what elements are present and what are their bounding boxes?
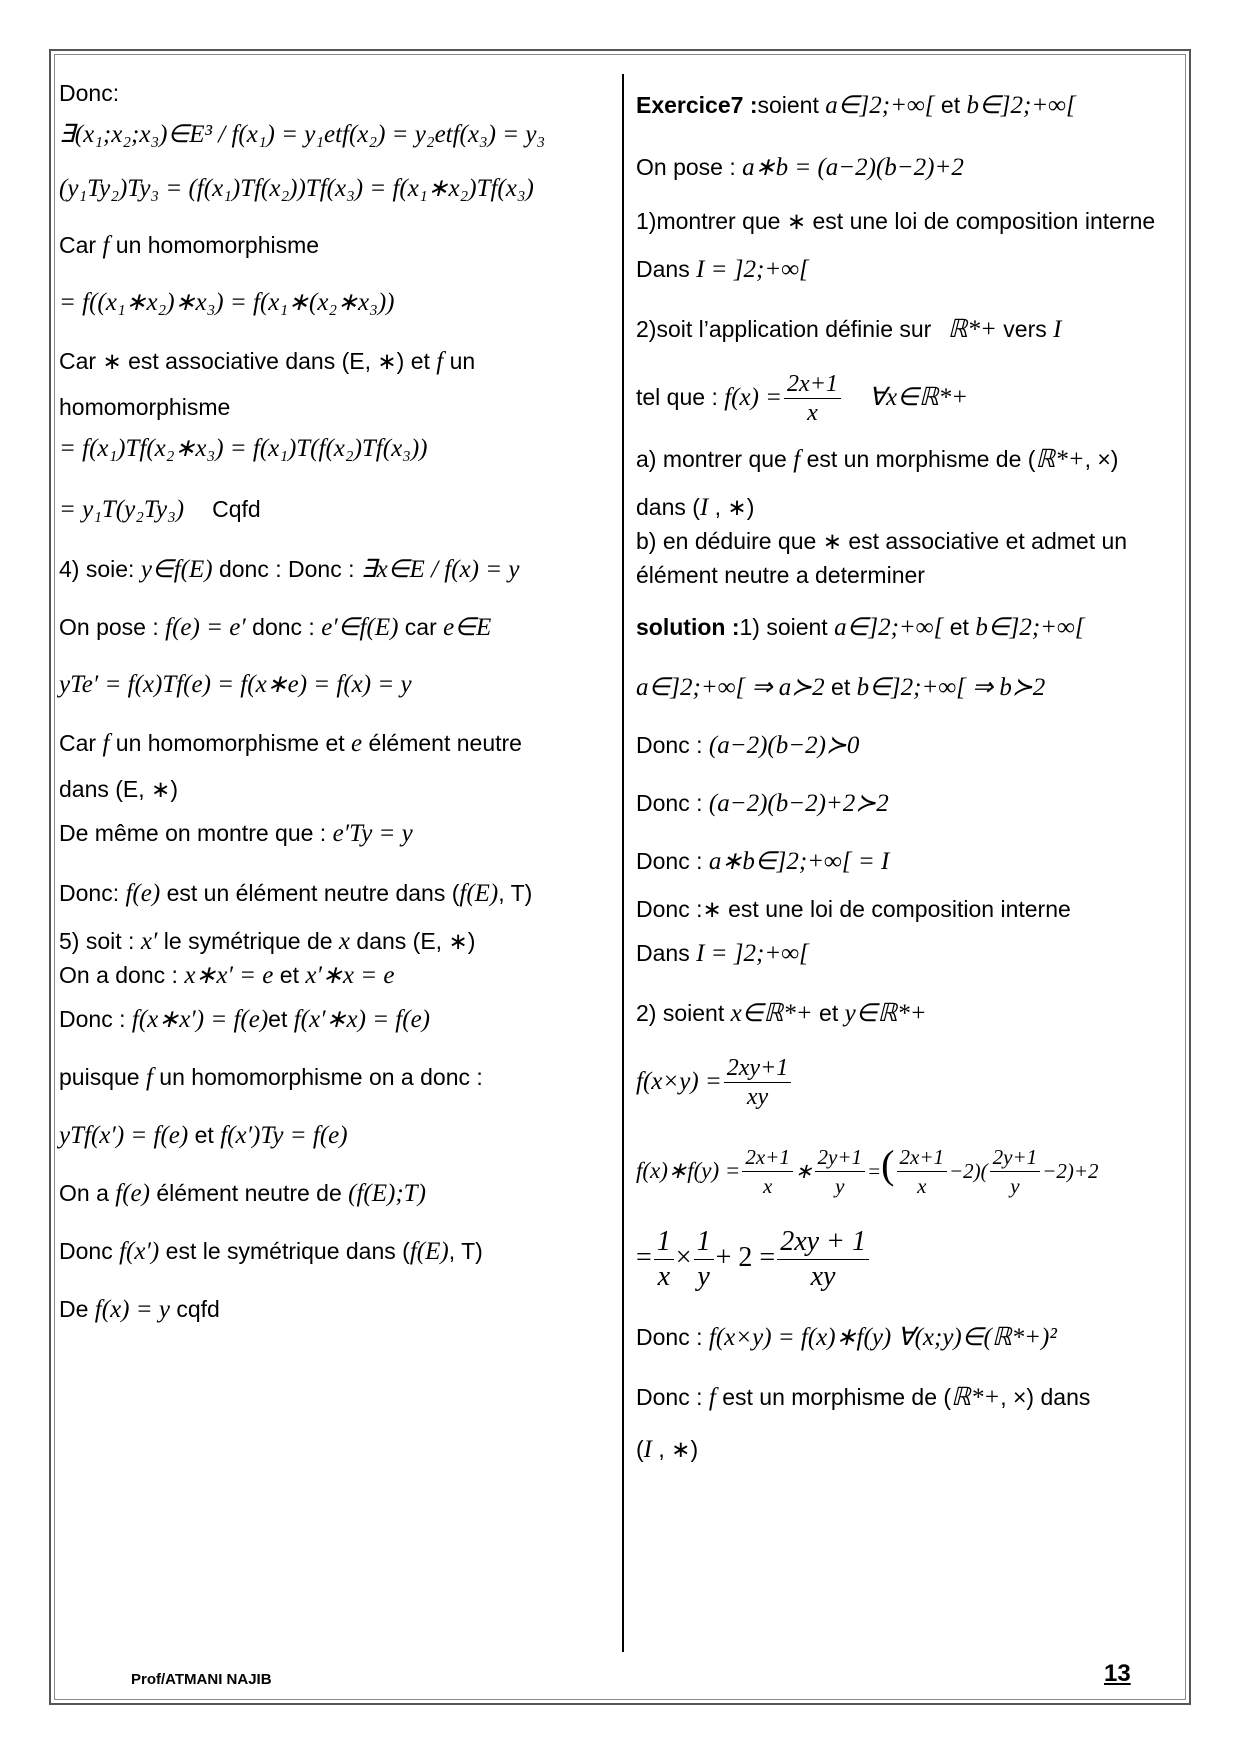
formula-line: f(x×y) = $\frac{2xy+1}{xy}$ (636, 1048, 793, 1115)
text-line: Donc f(x′) est le symétrique dans (f(E), T) (59, 1238, 483, 1265)
text-line: a) montrer que f est un morphisme de (ℝ*+, ×) (636, 446, 1119, 473)
column-divider (622, 74, 624, 1652)
text-line: Car f un homomorphisme (59, 232, 320, 259)
text-line: tel que : f(x) = $\frac{2x+1}{x}$ ∀x∈ℝ*+ (636, 371, 969, 427)
formula-line: = f(x₁)Tf(x₂∗x₃) = f(x₁)T(f(x₂)Tf(x₃)) (59, 435, 428, 462)
text-line: Car f un homomorphisme et e élément neutre (59, 730, 522, 757)
text-line: Donc : f(x×y) = f(x)∗f(y) ∀(x;y)∈(ℝ*+)² (636, 1324, 1057, 1351)
text-line: puisque f un homomorphisme on a donc : (59, 1064, 483, 1091)
text-line: élément neutre a determiner (636, 562, 925, 588)
page-number: 13 (1104, 1660, 1131, 1687)
exercise-title: Exercice7 :soient a∈]2;+∞[ et b∈]2;+∞[ (636, 92, 1076, 119)
text-line: De même on montre que : e′Ty = y (59, 820, 413, 847)
text-line: dans (I , ∗) (636, 494, 755, 521)
text-line: 5) soit : x′ le symétrique de x dans (E, ∗) (59, 928, 476, 955)
text-line: De f(x) = y cqfd (59, 1296, 220, 1323)
text-line: On pose : a∗b = (a−2)(b−2)+2 (636, 154, 964, 181)
footer-author: Prof/ATMANI NAJIB (131, 1671, 272, 1688)
fraction: $\frac{2y+1}{y}$ (990, 1143, 1041, 1200)
text-line: Donc : f est un morphisme de (ℝ*+, ×) dans (636, 1384, 1091, 1411)
text-line: Donc : (a−2)(b−2)≻0 (636, 732, 860, 759)
fraction: $\frac{1}{x}$ (654, 1225, 674, 1294)
text-line: Donc :∗ est une loi de composition interne (636, 896, 1071, 922)
fraction: $\frac{2x+1}{x}$ (784, 370, 841, 427)
text-line: Donc : a∗b∈]2;+∞[ = I (636, 848, 890, 875)
formula-line: = $\frac{1}{x}$ × $\frac{1}{y}$ + 2 = $\frac{2xy + 1}{xy}$ (636, 1220, 871, 1296)
solution-title: solution :1) soient a∈]2;+∞[ et b∈]2;+∞[ (636, 614, 1085, 641)
formula-line: yTe′ = f(x)Tf(e) = f(x∗e) = f(x) = y (59, 671, 412, 698)
formula-line: f(x)∗f(y) = $\frac{2x+1}{x}$ ∗ $\frac{2y+1}{y}$ =( $\frac{2x+1}{x}$ −2)( $\frac{2y+1}{y}$ −2)+2 (636, 1142, 1099, 1199)
text-line: On pose : f(e) = e′ donc : e′∈f(E) car e∈E (59, 614, 492, 641)
fraction: $\frac{2x+1}{x}$ (742, 1143, 793, 1200)
text-line: Donc: (59, 80, 120, 106)
text-line: Donc: f(e) est un élément neutre dans (f(E), T) (59, 880, 533, 907)
text-line: Car ∗ est associative dans (E, ∗) et f un (59, 348, 476, 375)
formula-line: (y₁Ty₂)Ty₃ = (f(x₁)Tf(x₂))Tf(x₃) = f(x₁∗x₂)Tf(x₃) (59, 175, 534, 202)
text-line: 2)soit l’application définie sur ℝ*+ vers I (636, 316, 1062, 343)
text-line: a∈]2;+∞[ ⇒ a≻2 et b∈]2;+∞[ ⇒ b≻2 (636, 674, 1046, 701)
fraction: $\frac{1}{y}$ (694, 1225, 714, 1294)
text-line: On a donc : x∗x′ = e et x′∗x = e (59, 962, 395, 989)
text-line: Donc : (a−2)(b−2)+2≻2 (636, 790, 889, 817)
text-line: dans (E, ∗) (59, 776, 178, 802)
text-line: (I , ∗) (636, 1436, 699, 1463)
fraction: $\frac{2x+1}{x}$ (897, 1143, 948, 1200)
fraction: $\frac{2y+1}{y}$ (815, 1143, 866, 1200)
text-line: Dans I = ]2;+∞[ (636, 256, 809, 283)
text-line: homomorphisme (59, 394, 231, 420)
fraction: $\frac{2xy + 1}{xy}$ (777, 1225, 869, 1294)
fraction: $\frac{2xy+1}{xy}$ (724, 1054, 792, 1111)
text-line: 1)montrer que ∗ est une loi de composition interne (636, 208, 1156, 234)
formula-line: = f((x₁∗x₂)∗x₃) = f(x₁∗(x₂∗x₃)) (59, 289, 395, 316)
text-line: yTf(x′) = f(e) et f(x′)Ty = f(e) (59, 1122, 348, 1149)
text-line: Dans I = ]2;+∞[ (636, 940, 809, 967)
formula-line: ∃(x₁;x₂;x₃)∈E³ / f(x₁) = y₁etf(x₂) = y₂etf(x₃) = y₃ (59, 121, 546, 148)
text-line: 2) soient x∈ℝ*+ et y∈ℝ*+ (636, 1000, 927, 1027)
text-line: b) en déduire que ∗ est associative et admet un (636, 528, 1128, 554)
text-line: Donc : f(x∗x′) = f(e)et f(x′∗x) = f(e) (59, 1006, 431, 1033)
text-line: On a f(e) élément neutre de (f(E);T) (59, 1180, 426, 1207)
text-line: 4) soie: y∈f(E) donc : Donc : ∃x∈E / f(x) = y (59, 556, 520, 583)
text-line: = y₁T(y₂Ty₃) Cqfd (59, 496, 261, 523)
